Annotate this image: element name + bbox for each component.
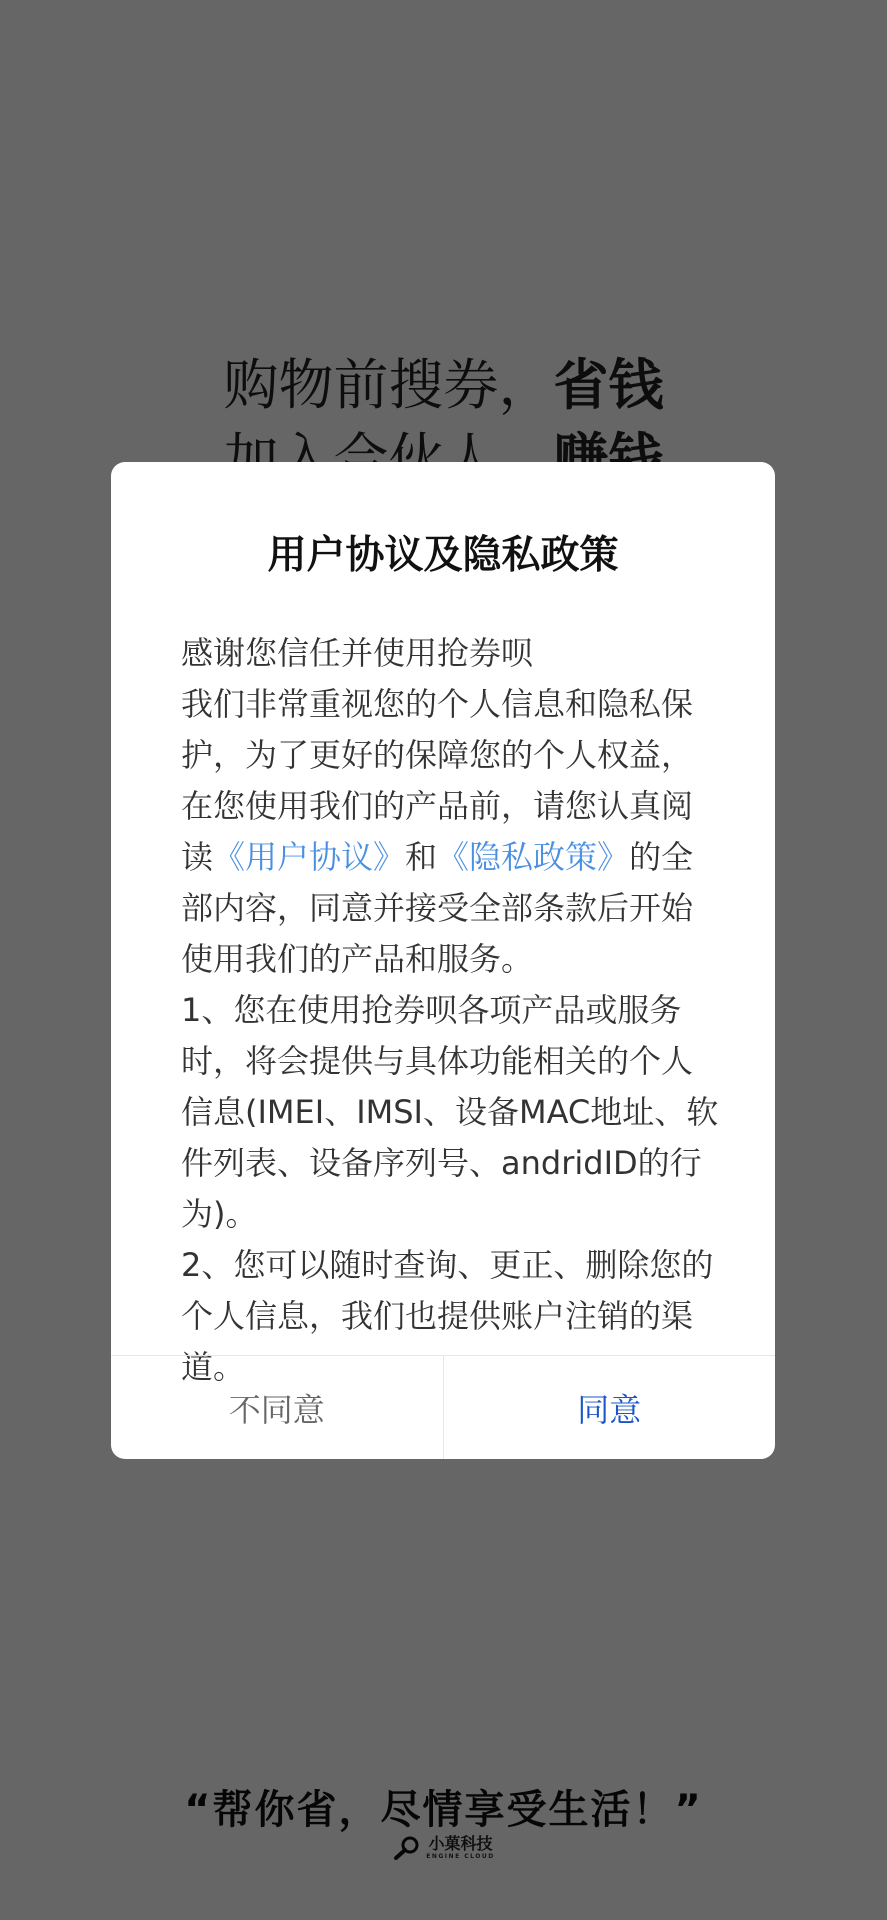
paragraph-1-and: 和 [405, 838, 438, 876]
paragraph-1 [181, 679, 721, 985]
intro-text: 感谢您信任并使用抢券呗 [181, 634, 534, 672]
privacy-dialog [111, 462, 775, 1459]
agree-button[interactable]: 同意 [577, 1390, 642, 1429]
user-agreement-link[interactable]: 《用户协议》 [213, 838, 406, 876]
dialog-body-text [181, 628, 721, 1393]
dialog-actions [111, 1355, 775, 1459]
dialog-title: 用户协议及隐私政策 [267, 533, 619, 578]
item-1-text: 1、您在使用抢券呗各项产品或服务时，将会提供与具体功能相关的个人信息(IMEI、IMSI、设备MAC地址、软件列表、设备序列号、andridID的行为)。 [181, 991, 719, 1233]
dialog-content-scroll[interactable] [181, 628, 721, 1459]
privacy-policy-link[interactable]: 《隐私政策》 [437, 838, 630, 876]
paragraph-1-part-2: 的全部内容，同意并接受全部条款后开始使用我们的产品和服务。 [181, 838, 694, 978]
item-2-text: 2、您可以随时查询、更正、删除您的个人信息，我们也提供账户注销的渠道。 [181, 1246, 714, 1386]
paragraph-1-part-1: 我们非常重视您的个人信息和隐私保护，为了更好的保障您的个人权益，在您使用我们的产品前，请您认真阅读 [181, 685, 694, 876]
disagree-button[interactable]: 不同意 [111, 1356, 444, 1459]
